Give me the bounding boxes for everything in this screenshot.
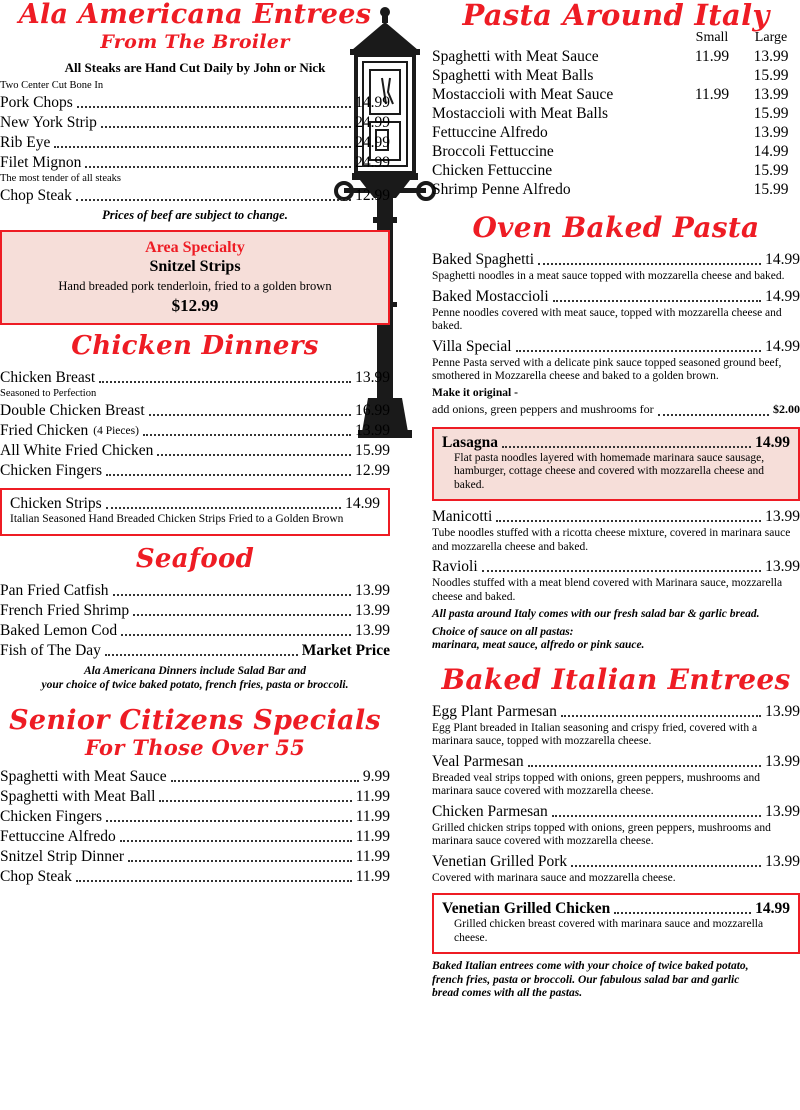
- menu-item: [0, 867, 390, 886]
- menu-item: [0, 133, 390, 152]
- price-large: 13.99: [753, 48, 789, 65]
- menu-item: [0, 827, 390, 846]
- dot-leader: [101, 116, 351, 128]
- menu-item: [0, 368, 390, 387]
- menu-item: [0, 787, 390, 806]
- menu-item: [0, 401, 390, 420]
- dot-leader: [482, 560, 761, 572]
- item-name: Pan Fried Catfish: [0, 581, 109, 599]
- menu-item: [432, 250, 800, 269]
- dot-leader: [113, 584, 352, 596]
- price-large: 14.99: [753, 143, 789, 160]
- item-price: 11.99: [355, 847, 390, 865]
- menu-item: [0, 461, 390, 480]
- dot-leader: [76, 870, 352, 882]
- specialty-desc: Hand breaded pork tenderloin, fried to a golden brown: [58, 279, 332, 293]
- menu-item: [0, 186, 390, 205]
- entrees-subtitle: From The Broiler: [100, 31, 290, 53]
- item-name: Spaghetti with Meat Sauce: [432, 48, 599, 65]
- item-name: Manicotti: [432, 508, 493, 525]
- filet-note: The most tender of all steaks: [0, 173, 122, 184]
- dot-leader: [106, 497, 341, 509]
- menu-item: [0, 581, 390, 600]
- item-price: 13.99: [765, 852, 800, 870]
- dot-leader: [502, 436, 751, 448]
- dot-leader: [528, 755, 761, 767]
- menu-item: [432, 287, 800, 306]
- menu-item: [432, 852, 800, 871]
- item-desc: Flat pasta noodles layered with homemade marinara sauce sausage, hamburger, cottage cheese and covered with mozzarella cheese and baked.: [454, 451, 765, 491]
- specialty-title: Area Specialty: [145, 239, 245, 256]
- price-small: [682, 104, 742, 123]
- lasagna-box: [432, 427, 800, 502]
- dot-leader: [614, 902, 751, 914]
- dot-leader: [571, 855, 761, 867]
- menu-item: [432, 802, 800, 821]
- dot-leader: [105, 644, 298, 656]
- item-name: Fettuccine Alfredo: [0, 827, 116, 845]
- right-column: [432, 0, 800, 1001]
- item-name: Mostaccioli with Meat Sauce: [432, 86, 614, 103]
- item-price: 16.99: [355, 402, 390, 419]
- dot-leader: [149, 404, 351, 416]
- venetian-grilled-chicken-box: [432, 893, 800, 954]
- item-name: Spaghetti with Meat Sauce: [0, 767, 167, 785]
- menu-item: [432, 752, 800, 771]
- item-desc: Breaded veal strips topped with onions, green peppers, mushrooms and marinara sauce covered with mozzarella cheese.: [432, 771, 761, 797]
- left-column: [0, 0, 390, 887]
- item-price: 15.99: [355, 442, 390, 459]
- item-price: Market Price: [301, 641, 390, 659]
- price-large: 15.99: [753, 181, 789, 198]
- menu-item: [0, 847, 390, 866]
- table-row: [432, 66, 800, 85]
- section-title-pasta: Pasta Around Italy: [462, 0, 770, 32]
- item-desc: Covered with marinara sauce and mozzarella cheese.: [432, 871, 676, 884]
- item-name: Broccoli Fettuccine: [432, 143, 554, 160]
- menu-item: [0, 153, 390, 172]
- pasta-price-header: [432, 30, 800, 46]
- dot-leader: [54, 136, 351, 148]
- price-large: 15.99: [753, 105, 789, 122]
- item-name: Venetian Grilled Pork: [432, 852, 568, 870]
- item-name: Egg Plant Parmesan: [432, 702, 557, 720]
- item-name: French Fried Shrimp: [0, 601, 130, 619]
- table-row: [432, 85, 800, 104]
- item-name: Double Chicken Breast: [0, 402, 145, 419]
- menu-item: [432, 557, 800, 576]
- table-row: [432, 180, 800, 199]
- dot-leader: [106, 464, 351, 476]
- item-price: 11.99: [355, 827, 390, 845]
- price-large: 13.99: [753, 124, 789, 141]
- dot-leader: [157, 444, 351, 456]
- item-price: 11.99: [355, 807, 390, 825]
- dot-leader: [77, 96, 351, 108]
- menu-item: [432, 507, 800, 526]
- menu-item: [0, 421, 390, 440]
- item-price: 13.99: [355, 621, 390, 639]
- make-it-original-price: $2.00: [773, 401, 800, 416]
- item-name: Chicken Fingers: [0, 462, 103, 479]
- dot-leader: [120, 830, 352, 842]
- table-row: [432, 104, 800, 123]
- make-it-original-title: Make it original -: [432, 386, 518, 399]
- entrees-subnote: Two Center Cut Bone In: [0, 80, 104, 91]
- col-small-label: Small: [695, 30, 729, 45]
- item-name: Fish of The Day: [0, 641, 101, 659]
- item-name: Veal Parmesan: [432, 752, 524, 770]
- pasta-footnote-3: marinara, meat sauce, alfredo or pink sauce.: [432, 639, 645, 651]
- item-name: Fettuccine Alfredo: [432, 124, 548, 141]
- item-name: Spaghetti with Meat Balls: [432, 67, 594, 84]
- item-name: Chicken Strips: [10, 495, 102, 512]
- item-name: Rib Eye: [0, 134, 51, 151]
- item-price: 12.99: [355, 462, 390, 479]
- item-price: 14.99: [765, 251, 800, 268]
- entrees-steak-note: All Steaks are Hand Cut Daily by John or Nick: [64, 60, 326, 75]
- item-price: 14.99: [345, 495, 380, 512]
- item-price: 11.99: [355, 867, 390, 885]
- table-row: [432, 161, 800, 180]
- item-price: 12.99: [355, 187, 390, 204]
- item-name: Spaghetti with Meat Ball: [0, 787, 156, 805]
- item-name: Chicken Fettuccine: [432, 162, 553, 179]
- item-name: New York Strip: [0, 114, 97, 131]
- item-price: 13.99: [355, 369, 390, 386]
- seafood-footnote-1: Ala Americana Dinners include Salad Bar and: [84, 664, 306, 677]
- specialty-price: $12.99: [171, 296, 219, 315]
- make-it-original-row: [432, 400, 800, 419]
- price-large: 15.99: [753, 67, 789, 84]
- area-specialty-box: [0, 230, 390, 325]
- dot-leader: [496, 510, 761, 522]
- table-row: [432, 123, 800, 142]
- item-name: Filet Mignon: [0, 154, 82, 171]
- price-small: [682, 142, 742, 161]
- menu-item: [0, 621, 390, 640]
- item-name: Chicken Fingers: [0, 807, 103, 825]
- item-name: Ravioli: [432, 558, 478, 575]
- menu-item: [442, 899, 790, 918]
- dot-leader: [159, 790, 351, 802]
- item-price: 24.99: [355, 134, 390, 151]
- dot-leader: [552, 805, 761, 817]
- item-price: 24.99: [355, 154, 390, 171]
- section-title-chicken: Chicken Dinners: [71, 331, 319, 361]
- baked-footnote-3: bread comes with all the pastas.: [432, 987, 583, 999]
- menu-item: [0, 441, 390, 460]
- price-small: 11.99: [694, 86, 730, 103]
- seafood-footnote-2: your choice of twice baked potato, french fries, pasta or broccoli.: [41, 678, 349, 691]
- item-name: Venetian Grilled Chicken: [442, 900, 611, 917]
- item-price: 13.99: [765, 702, 800, 720]
- price-small: [682, 180, 742, 199]
- dot-leader: [516, 340, 762, 352]
- item-name: Snitzel Strip Dinner: [0, 847, 124, 865]
- dot-leader: [171, 770, 359, 782]
- baked-footnote-1: Baked Italian entrees come with your choice of twice baked potato,: [432, 960, 749, 972]
- item-qty: (4 Pieces): [93, 425, 139, 437]
- item-price: 14.99: [755, 433, 790, 451]
- item-price: 13.99: [765, 752, 800, 770]
- price-small: 11.99: [694, 48, 730, 65]
- item-price: 14.99: [755, 900, 790, 917]
- item-desc: Penne Pasta served with a delicate pink sauce topped seasoned ground beef, smothered in Mozzarella cheese and baked to a golden brown.: [432, 356, 782, 382]
- table-row: [432, 47, 800, 66]
- dot-leader: [658, 406, 769, 416]
- chicken-strips-box: [0, 488, 390, 536]
- section-title-baked-italian: Baked Italian Entrees: [441, 662, 791, 696]
- item-price: 9.99: [362, 767, 390, 785]
- item-name: Baked Lemon Cod: [0, 621, 118, 639]
- price-large: 13.99: [753, 86, 789, 103]
- item-desc: Spaghetti noodles in a meat sauce topped with mozzarella cheese and baked.: [432, 270, 785, 282]
- item-price: 24.99: [355, 114, 390, 131]
- item-desc: Penne noodles covered with meat sauce, topped with mozzarella cheese and baked.: [432, 306, 782, 332]
- item-price: 13.99: [765, 558, 800, 575]
- price-small: [682, 123, 742, 142]
- item-desc: Grilled chicken strips topped with onions, green peppers, mushrooms and marinara sauce covered with mozzarella cheese.: [432, 821, 771, 847]
- menu-item: [432, 337, 800, 356]
- item-name: Chop Steak: [0, 867, 72, 885]
- dot-leader: [106, 810, 352, 822]
- make-it-original-label: add onions, green peppers and mushrooms for: [432, 401, 654, 416]
- section-title-senior: Senior Citizens Specials: [9, 704, 381, 736]
- item-desc: Grilled chicken breast covered with marinara sauce and mozzarella cheese.: [454, 918, 764, 944]
- item-price: 13.99: [355, 422, 390, 439]
- price-small: [682, 161, 742, 180]
- baked-footnote-2: french fries, pasta or broccoli. Our fabulous salad bar and garlic: [432, 973, 740, 986]
- price-large: 15.99: [753, 162, 789, 179]
- item-price: 13.99: [765, 508, 800, 525]
- dot-leader: [85, 156, 351, 168]
- item-price: 11.99: [355, 787, 390, 805]
- item-name: Baked Mostaccioli: [432, 287, 549, 305]
- section-title-entrees: Ala Americana Entrees: [18, 0, 372, 30]
- menu-item: [0, 93, 390, 112]
- section-title-seafood: Seafood: [135, 543, 255, 574]
- item-name: Fried Chicken: [0, 422, 89, 439]
- item-price: 13.99: [765, 802, 800, 820]
- item-name: Pork Chops: [0, 94, 73, 111]
- item-name: Villa Special: [432, 337, 512, 355]
- dot-leader: [561, 705, 761, 717]
- item-name: Lasagna: [442, 433, 498, 451]
- dot-leader: [538, 253, 761, 265]
- price-small: [682, 66, 742, 85]
- item-desc: Italian Seasoned Hand Breaded Chicken Strips Fried to a Golden Brown: [10, 513, 344, 525]
- dot-leader: [99, 371, 351, 383]
- menu-item: [0, 113, 390, 132]
- menu-item: [10, 494, 380, 513]
- item-name: Mostaccioli with Meat Balls: [432, 105, 609, 122]
- dot-leader: [133, 604, 351, 616]
- item-name: Shrimp Penne Alfredo: [432, 181, 571, 198]
- item-name: Chop Steak: [0, 187, 72, 204]
- item-desc: Noodles stuffed with a meat blend covered with Marinara sauce, mozzarella cheese and baked.: [432, 577, 783, 603]
- section-title-oven: Oven Baked Pasta: [472, 211, 760, 244]
- pasta-footnote-1: All pasta around Italy comes with our fresh salad bar & garlic bread.: [432, 608, 760, 620]
- item-price: 13.99: [355, 581, 390, 599]
- item-desc: Tube noodles stuffed with a ricotta cheese mixture, covered in marinara sauce and mozzarella cheese and baked.: [432, 527, 791, 553]
- dot-leader: [553, 290, 761, 302]
- dot-leader: [143, 424, 351, 436]
- dot-leader: [76, 189, 351, 201]
- menu-item: [0, 641, 390, 660]
- menu-item: [432, 702, 800, 721]
- item-name: Chicken Breast: [0, 369, 96, 386]
- item-price: 14.99: [765, 337, 800, 355]
- item-name: Baked Spaghetti: [432, 251, 535, 268]
- dot-leader: [128, 850, 352, 862]
- table-row: [432, 142, 800, 161]
- item-price: 14.99: [355, 94, 390, 111]
- menu-item: [0, 807, 390, 826]
- item-price: 13.99: [355, 601, 390, 619]
- pasta-footnote-2: Choice of sauce on all pastas:: [432, 625, 574, 638]
- menu-item: [0, 767, 390, 786]
- item-price: 14.99: [765, 287, 800, 305]
- dot-leader: [121, 624, 351, 636]
- item-name: Chicken Parmesan: [432, 802, 548, 820]
- beef-price-disclaimer: Prices of beef are subject to change.: [102, 208, 288, 222]
- menu-item: [442, 433, 790, 452]
- item-desc: Seasoned to Perfection: [0, 388, 97, 399]
- col-large-label: Large: [754, 30, 788, 45]
- specialty-name: Snitzel Strips: [149, 258, 241, 275]
- menu-item: [0, 601, 390, 620]
- senior-subtitle: For Those Over 55: [84, 734, 306, 760]
- item-name: All White Fried Chicken: [0, 442, 154, 459]
- item-desc: Egg Plant breaded in Italian seasoning and crispy fried, covered with a marinara sauce, topped with mozzarella cheese.: [432, 721, 758, 747]
